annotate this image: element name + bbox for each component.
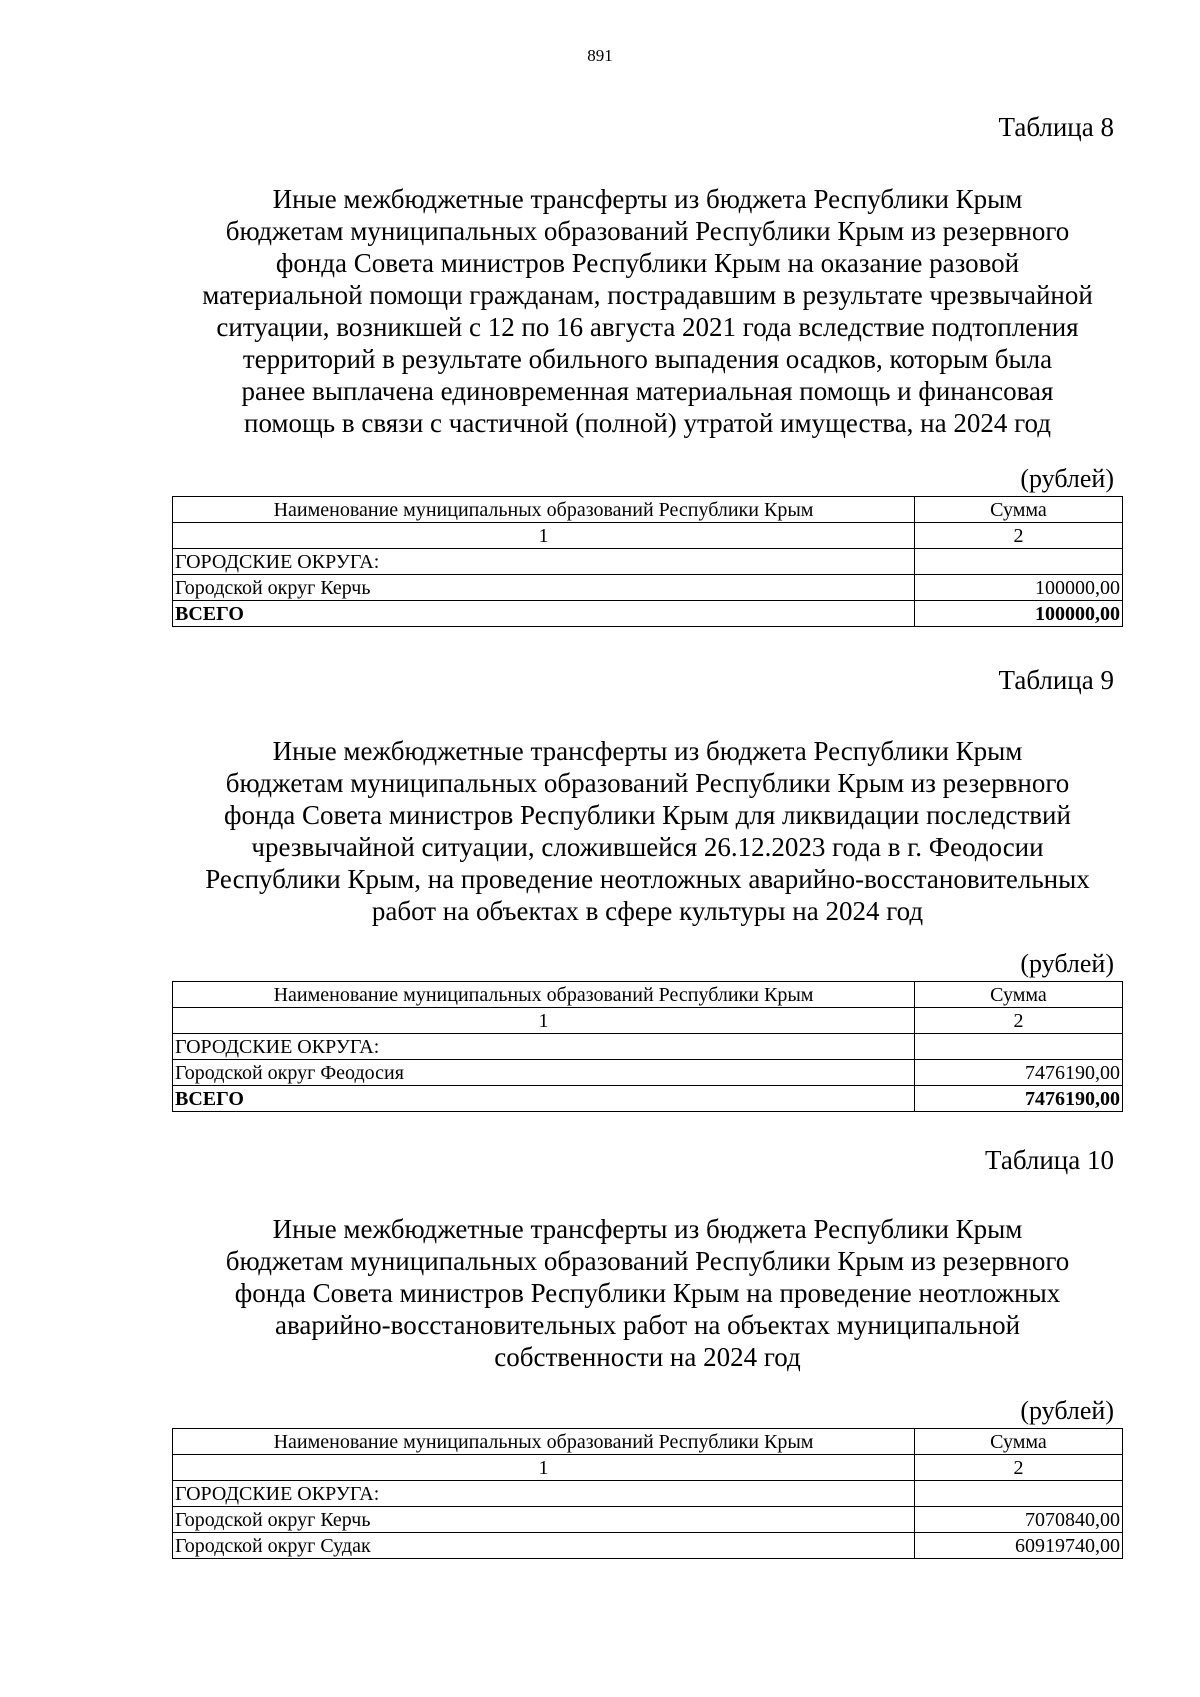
group-row bbox=[173, 1034, 1123, 1060]
table-header-row bbox=[173, 497, 1123, 523]
table-10-label: Таблица 10 bbox=[985, 1145, 1114, 1175]
title-line: ранее выплачена единовременная материальная помощь и финансовая bbox=[241, 376, 1054, 406]
row-sum: 7476190,00 bbox=[915, 1060, 1123, 1086]
table-row bbox=[173, 1060, 1123, 1086]
column-number-row bbox=[173, 523, 1123, 549]
col-number-2: 2 bbox=[915, 1008, 1123, 1034]
group-sum bbox=[915, 1481, 1123, 1507]
title-line: помощь в связи с частичной (полной) утратой имущества, на 2024 год bbox=[244, 408, 1051, 438]
title-line: Иные межбюджетные трансферты из бюджета Республики Крым bbox=[272, 736, 1023, 766]
total-sum: 7476190,00 bbox=[915, 1086, 1123, 1112]
header-name: Наименование муниципальных образований Республики Крым bbox=[173, 497, 915, 523]
title-line: аварийно-восстановительных работ на объектах муниципальной bbox=[274, 1310, 1021, 1340]
table-9-title bbox=[160, 735, 1135, 927]
title-line: территорий в результате обильного выпадения осадков, которым была bbox=[242, 344, 1053, 374]
title-line: Иные межбюджетные трансферты из бюджета Республики Крым bbox=[272, 1214, 1023, 1244]
table-10-title bbox=[160, 1213, 1135, 1373]
table-8-units: (рублей) bbox=[1020, 464, 1114, 493]
header-name: Наименование муниципальных образований Республики Крым bbox=[173, 1429, 915, 1455]
title-line: ситуации, возникшей с 12 по 16 августа 2021 года вследствие подтопления bbox=[216, 312, 1079, 342]
row-sum: 7070840,00 bbox=[915, 1507, 1123, 1533]
col-number-2: 2 bbox=[915, 523, 1123, 549]
title-line: работ на объектах в сфере культуры на 2024 год bbox=[371, 896, 924, 926]
title-line: бюджетам муниципальных образований Республики Крым из резервного bbox=[225, 216, 1070, 246]
header-sum: Сумма bbox=[915, 982, 1123, 1008]
title-line: Иные межбюджетные трансферты из бюджета Республики Крым bbox=[272, 184, 1023, 214]
table-10-units: (рублей) bbox=[1020, 1396, 1114, 1425]
table-9-label: Таблица 9 bbox=[998, 665, 1114, 695]
total-label: ВСЕГО bbox=[173, 1086, 915, 1112]
title-line: фонда Совета министров Республики Крым на проведение неотложных bbox=[234, 1278, 1061, 1308]
title-line: бюджетам муниципальных образований Республики Крым из резервного bbox=[225, 768, 1070, 798]
total-row bbox=[173, 601, 1123, 627]
table-8-title bbox=[160, 183, 1135, 439]
group-label: ГОРОДСКИЕ ОКРУГА: bbox=[173, 1481, 915, 1507]
table-9 bbox=[172, 981, 1123, 1112]
header-sum: Сумма bbox=[915, 497, 1123, 523]
col-number-2: 2 bbox=[915, 1455, 1123, 1481]
row-sum: 60919740,00 bbox=[915, 1533, 1123, 1559]
table-9-units: (рублей) bbox=[1020, 949, 1114, 978]
row-sum: 100000,00 bbox=[915, 575, 1123, 601]
table-10 bbox=[172, 1428, 1123, 1559]
group-sum bbox=[915, 549, 1123, 575]
header-sum: Сумма bbox=[915, 1429, 1123, 1455]
page-number: 891 bbox=[587, 46, 613, 65]
table-row bbox=[173, 575, 1123, 601]
column-number-row bbox=[173, 1455, 1123, 1481]
group-row bbox=[173, 1481, 1123, 1507]
group-sum bbox=[915, 1034, 1123, 1060]
total-row bbox=[173, 1086, 1123, 1112]
table-row bbox=[173, 1533, 1123, 1559]
row-name: Городской округ Судак bbox=[173, 1533, 915, 1559]
title-line: материальной помощи гражданам, пострадавшим в результате чрезвычайной bbox=[202, 280, 1093, 310]
title-line: Республики Крым, на проведение неотложных аварийно-восстановительных bbox=[205, 864, 1090, 894]
total-sum: 100000,00 bbox=[915, 601, 1123, 627]
group-label: ГОРОДСКИЕ ОКРУГА: bbox=[173, 549, 915, 575]
table-8 bbox=[172, 496, 1123, 627]
table-row bbox=[173, 1507, 1123, 1533]
title-line: бюджетам муниципальных образований Республики Крым из резервного bbox=[225, 1246, 1070, 1276]
row-name: Городской округ Керчь bbox=[173, 1507, 915, 1533]
title-line: фонда Совета министров Республики Крым для ликвидации последствий bbox=[224, 800, 1071, 830]
col-number-1: 1 bbox=[173, 1455, 915, 1481]
row-name: Городской округ Керчь bbox=[173, 575, 915, 601]
row-name: Городской округ Феодосия bbox=[173, 1060, 915, 1086]
col-number-1: 1 bbox=[173, 523, 915, 549]
total-label: ВСЕГО bbox=[173, 601, 915, 627]
col-number-1: 1 bbox=[173, 1008, 915, 1034]
column-number-row bbox=[173, 1008, 1123, 1034]
header-name: Наименование муниципальных образований Республики Крым bbox=[173, 982, 915, 1008]
table-header-row bbox=[173, 1429, 1123, 1455]
group-label: ГОРОДСКИЕ ОКРУГА: bbox=[173, 1034, 915, 1060]
table-8-label: Таблица 8 bbox=[998, 112, 1114, 142]
table-header-row bbox=[173, 982, 1123, 1008]
group-row bbox=[173, 549, 1123, 575]
title-line: собственности на 2024 год bbox=[494, 1342, 801, 1372]
title-line: фонда Совета министров Республики Крым на оказание разовой bbox=[275, 248, 1020, 278]
title-line: чрезвычайной ситуации, сложившейся 26.12.2023 года в г. Феодосии bbox=[251, 832, 1044, 862]
